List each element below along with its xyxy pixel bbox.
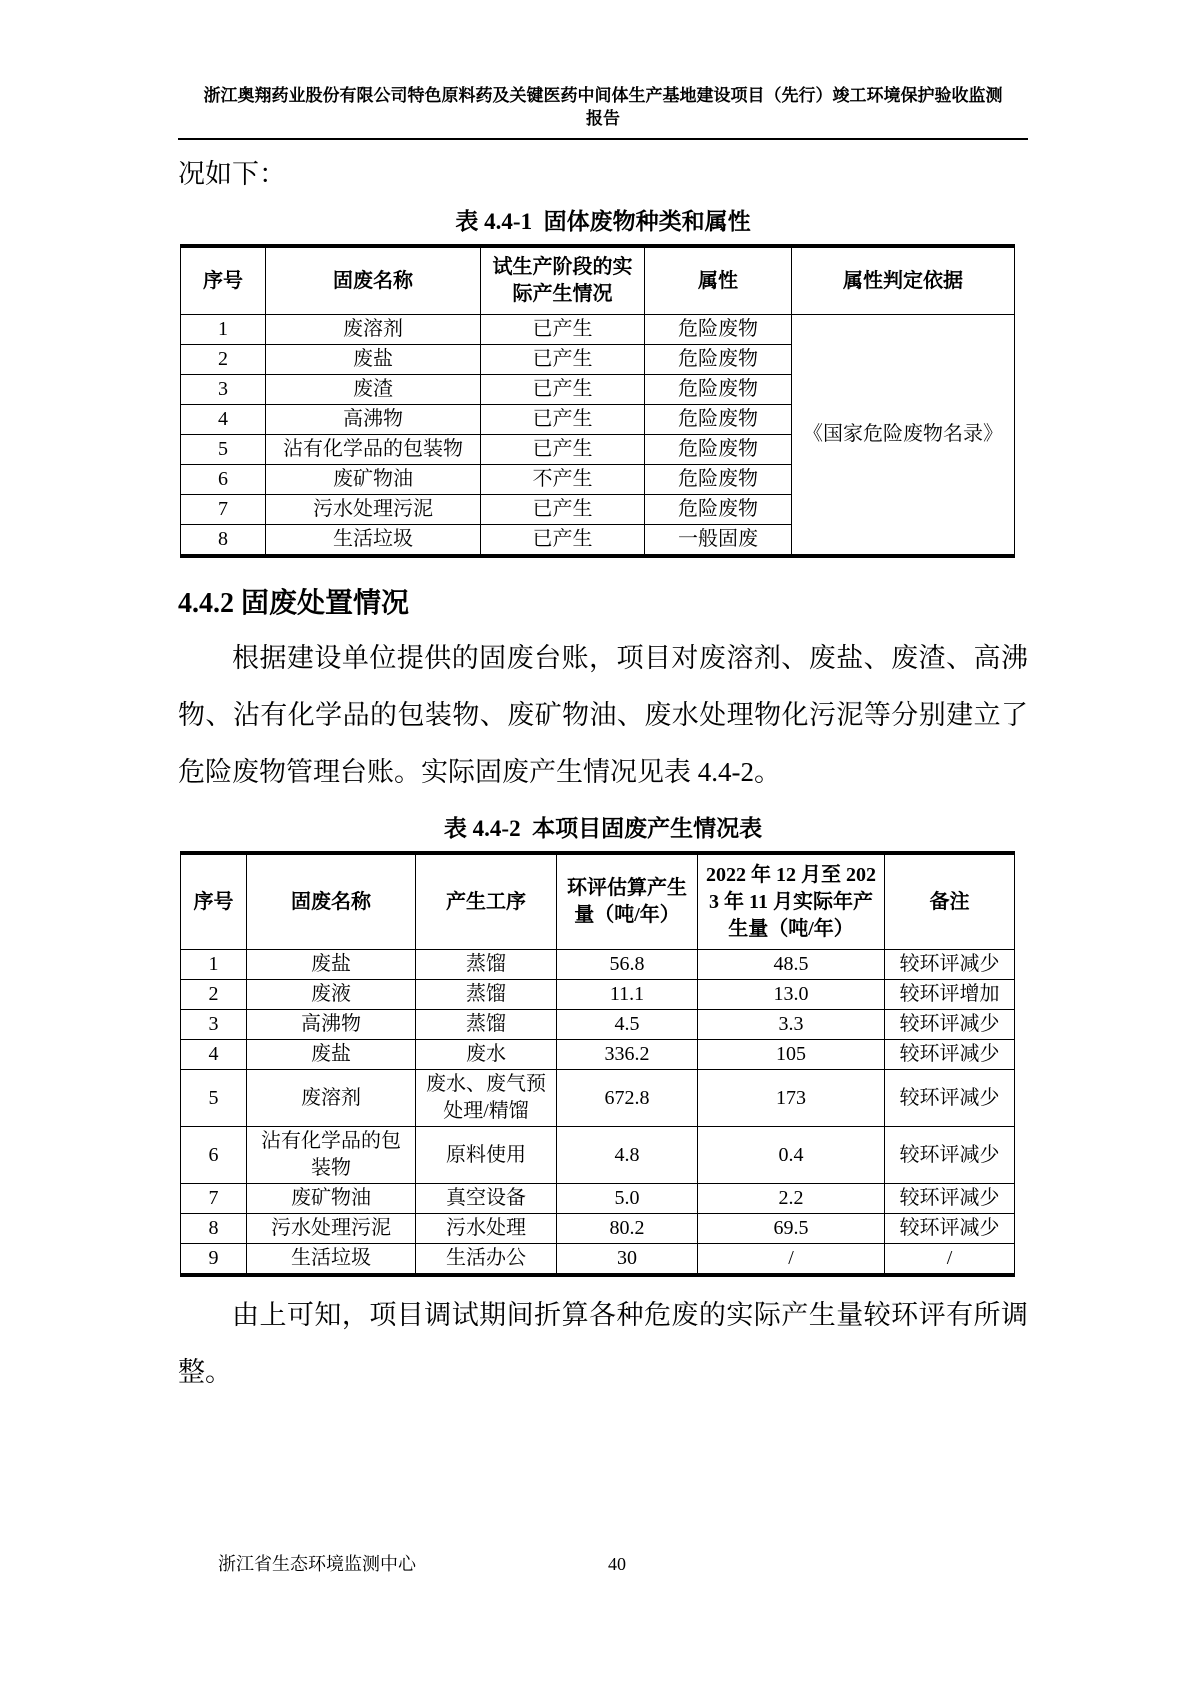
table-cell: 已产生 [481,525,645,557]
table-cell: 沾有化学品的包装物 [247,1127,416,1184]
column-header: 试生产阶段的实际产生情况 [481,246,645,315]
table-cell: 污水处理污泥 [266,495,481,525]
column-header: 属性判定依据 [792,246,1015,315]
header-divider [178,138,1028,140]
table-row [181,1070,1015,1127]
table-cell: 8 [181,525,266,557]
table-cell: 已产生 [481,405,645,435]
table-cell: 真空设备 [416,1184,557,1214]
table-row [181,1214,1015,1244]
table-cell: 废液 [247,980,416,1010]
footer-organization: 浙江省生态环境监测中心 [218,1554,416,1574]
table-cell: 废溶剂 [247,1070,416,1127]
column-header: 序号 [181,246,266,315]
column-header: 固废名称 [266,246,481,315]
table-cell: 69.5 [698,1214,885,1244]
table-cell: 危险废物 [645,465,792,495]
table-cell: 危险废物 [645,405,792,435]
table1-title: 表 4.4-1 固体废物种类和属性 [455,209,751,234]
table-header-row [181,246,1015,315]
table-cell: 废矿物油 [266,465,481,495]
solid-waste-types-table [180,244,1015,558]
table-cell: 3 [181,1010,247,1040]
table-cell: 7 [181,495,266,525]
table-cell: 5 [181,435,266,465]
table-cell: 6 [181,465,266,495]
table-cell: 废盐 [247,950,416,980]
table-cell: 0.4 [698,1127,885,1184]
column-header: 环评估算产生量（吨/年） [557,853,698,950]
table-cell: 危险废物 [645,435,792,465]
table-cell: 5.0 [557,1184,698,1214]
column-header: 2022 年 12 月至 2023 年 11 月实际年产生量（吨/年） [698,853,885,950]
table-row [181,1040,1015,1070]
table2-title: 表 4.4-2 本项目固废产生情况表 [443,816,763,841]
table-cell: 1 [181,315,266,345]
table-cell: 已产生 [481,435,645,465]
table-cell: 1 [181,950,247,980]
table-cell: 已产生 [481,345,645,375]
column-header: 序号 [181,853,247,950]
table-cell: / [885,1244,1015,1276]
table-cell: 一般固废 [645,525,792,557]
table-cell: 高沸物 [266,405,481,435]
table-cell: 672.8 [557,1070,698,1127]
table-cell: 危险废物 [645,375,792,405]
table-row [181,1010,1015,1040]
table-cell: 105 [698,1040,885,1070]
table-cell: 危险废物 [645,315,792,345]
table-cell: 污水处理 [416,1214,557,1244]
column-header: 属性 [645,246,792,315]
table-header-row [181,853,1015,950]
table-cell: 9 [181,1244,247,1276]
table-cell: 污水处理污泥 [247,1214,416,1244]
table-cell: 173 [698,1070,885,1127]
table-cell: 生活垃圾 [266,525,481,557]
table-cell: 危险废物 [645,495,792,525]
table-cell: 较环评减少 [885,1070,1015,1127]
column-header: 产生工序 [416,853,557,950]
table-cell: 废水 [416,1040,557,1070]
table-cell: 13.0 [698,980,885,1010]
page-number: 40 [608,1554,626,1574]
table-cell: 2.2 [698,1184,885,1214]
table-cell: 已产生 [481,375,645,405]
table-cell: 4.5 [557,1010,698,1040]
table-cell: 7 [181,1184,247,1214]
table-cell: 2 [181,980,247,1010]
table-cell: 较环评减少 [885,1010,1015,1040]
table-cell: 80.2 [557,1214,698,1244]
table-cell: 废溶剂 [266,315,481,345]
table-cell: 较环评增加 [885,980,1015,1010]
table-cell: 不产生 [481,465,645,495]
table-cell: 2 [181,345,266,375]
table-cell: 蒸馏 [416,1010,557,1040]
table-cell: 4 [181,405,266,435]
table-cell: / [698,1244,885,1276]
table-cell: 蒸馏 [416,980,557,1010]
table-cell: 4.8 [557,1127,698,1184]
table-cell: 11.1 [557,980,698,1010]
table-cell: 沾有化学品的包装物 [266,435,481,465]
table-cell: 已产生 [481,495,645,525]
table-cell: 原料使用 [416,1127,557,1184]
table-cell: 5 [181,1070,247,1127]
table-cell: 3.3 [698,1010,885,1040]
table-cell: 废盐 [266,345,481,375]
table-row [181,1127,1015,1184]
table-cell: 336.2 [557,1040,698,1070]
table-row [181,1184,1015,1214]
table-cell: 生活办公 [416,1244,557,1276]
section-paragraph: 根据建设单位提供的固废台账，项目对废溶剂、废盐、废渣、高沸物、沾有化学品的包装物、废矿物油、废水处理物化污泥等分别建立了危险废物管理台账。实际固废产生情况见表 4.4-2。 [178,643,1028,787]
intro-text: 况如下： [178,159,286,189]
table-cell: 废矿物油 [247,1184,416,1214]
table-cell: 48.5 [698,950,885,980]
table-cell: 6 [181,1127,247,1184]
table-row [181,980,1015,1010]
table-cell: 较环评减少 [885,1040,1015,1070]
table-cell: 废渣 [266,375,481,405]
column-header: 固废名称 [247,853,416,950]
table-cell: 4 [181,1040,247,1070]
table-cell: 已产生 [481,315,645,345]
table-cell: 生活垃圾 [247,1244,416,1276]
table-cell: 废盐 [247,1040,416,1070]
table-row [181,315,1015,345]
table-cell: 危险废物 [645,345,792,375]
table-cell: 较环评减少 [885,1184,1015,1214]
waste-generation-table [180,851,1015,1277]
basis-cell: 《国家危险废物名录》 [792,315,1015,557]
section-heading: 4.4.2 固废处置情况 [178,588,410,619]
table-row [181,950,1015,980]
table-cell: 较环评减少 [885,1127,1015,1184]
table-cell: 3 [181,375,266,405]
table-cell: 30 [557,1244,698,1276]
column-header: 备注 [885,853,1015,950]
closing-paragraph: 由上可知，项目调试期间折算各种危废的实际产生量较环评有所调整。 [178,1300,1028,1387]
document-header-title: 浙江奥翔药业股份有限公司特色原料药及关键医药中间体生产基地建设项目（先行）竣工环境保护验收监测报告 [203,86,1003,128]
page-footer [178,1552,1028,1576]
table-cell: 较环评减少 [885,950,1015,980]
table-cell: 8 [181,1214,247,1244]
table-row [181,1244,1015,1276]
table-cell: 废水、废气预处理/精馏 [416,1070,557,1127]
table-cell: 蒸馏 [416,950,557,980]
table-cell: 高沸物 [247,1010,416,1040]
table-cell: 56.8 [557,950,698,980]
table-cell: 较环评减少 [885,1214,1015,1244]
